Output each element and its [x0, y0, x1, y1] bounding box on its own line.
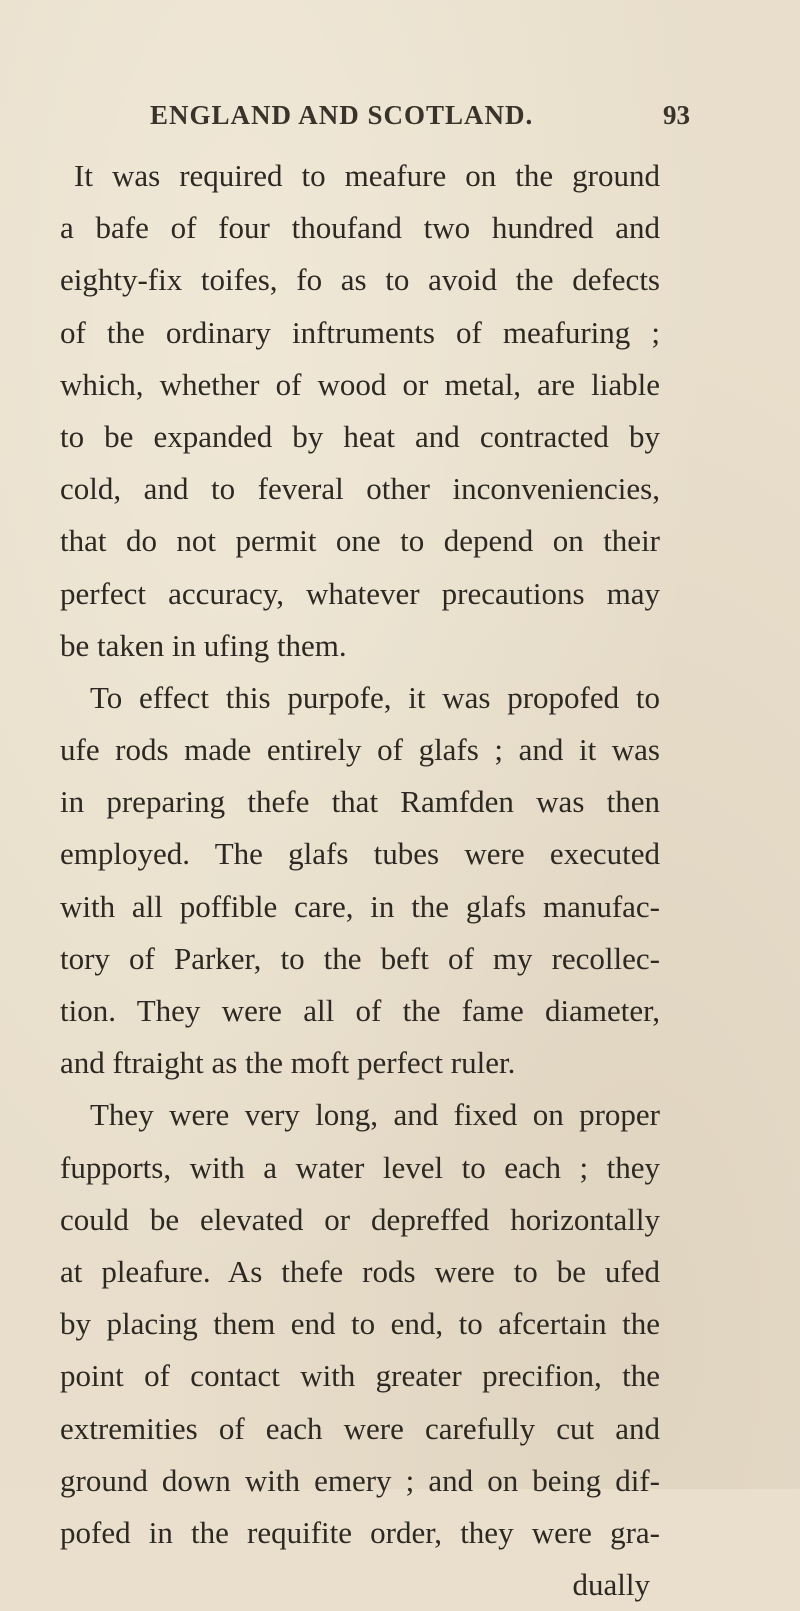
text-line: ground down with emery ; and on being dif- [60, 1462, 660, 1498]
text-line: could be elevated or depreffed horizontally [60, 1201, 660, 1237]
text-line: of the ordinary inftruments of meafuring ; [60, 314, 660, 350]
text-line: tion. They were all of the fame diameter, [60, 993, 660, 1028]
text-line: in preparing thefe that Ramfden was then [60, 784, 660, 820]
text-line: tory of Parker, to the beft of my recollec- [60, 940, 660, 976]
text-line: It was required to meafure on the ground [74, 158, 660, 193]
text-line: pofed in the requifite order, they were gra- [60, 1514, 660, 1550]
text-line: with all poffible care, in the glafs manufac- [60, 888, 660, 924]
text-line: at pleafure. As thefe rods were to be ufed [60, 1253, 660, 1289]
text-line: extremities of each were carefully cut and [60, 1410, 660, 1446]
catchword: dually [572, 1567, 650, 1603]
text-line: by placing them end to end, to afcertain the [60, 1306, 660, 1342]
text-line: eighty-fix toifes, fo as to avoid the defects [60, 262, 660, 298]
text-line: a bafe of four thoufand two hundred and [60, 210, 660, 246]
text-line: fupports, with a water level to each ; they [60, 1149, 660, 1185]
text-line: be taken in ufing them. [60, 627, 347, 663]
text-line: point of contact with greater precifion, the [60, 1358, 660, 1394]
text-line: ufe rods made entirely of glafs ; and it was [60, 732, 660, 768]
text-line: to be expanded by heat and contracted by [60, 418, 660, 454]
running-head: ENGLAND AND SCOTLAND. [150, 100, 534, 130]
text-line: and ftraight as the moft perfect ruler. [60, 1045, 516, 1081]
text-line: cold, and to feveral other inconveniencies, [60, 471, 660, 507]
text-line: which, whether of wood or metal, are liable [60, 366, 660, 402]
text-line: They were very long, and fixed on proper [90, 1097, 660, 1133]
page-number: 93 [663, 100, 690, 130]
text-line: employed. The glafs tubes were executed [60, 836, 660, 872]
text-line: To effect this purpofe, it was propofed to [90, 679, 660, 715]
page-header [150, 100, 690, 140]
text-line: that do not permit one to depend on their [60, 523, 660, 559]
body-text [60, 150, 660, 1611]
text-line: perfect accuracy, whatever precautions may [60, 575, 660, 611]
